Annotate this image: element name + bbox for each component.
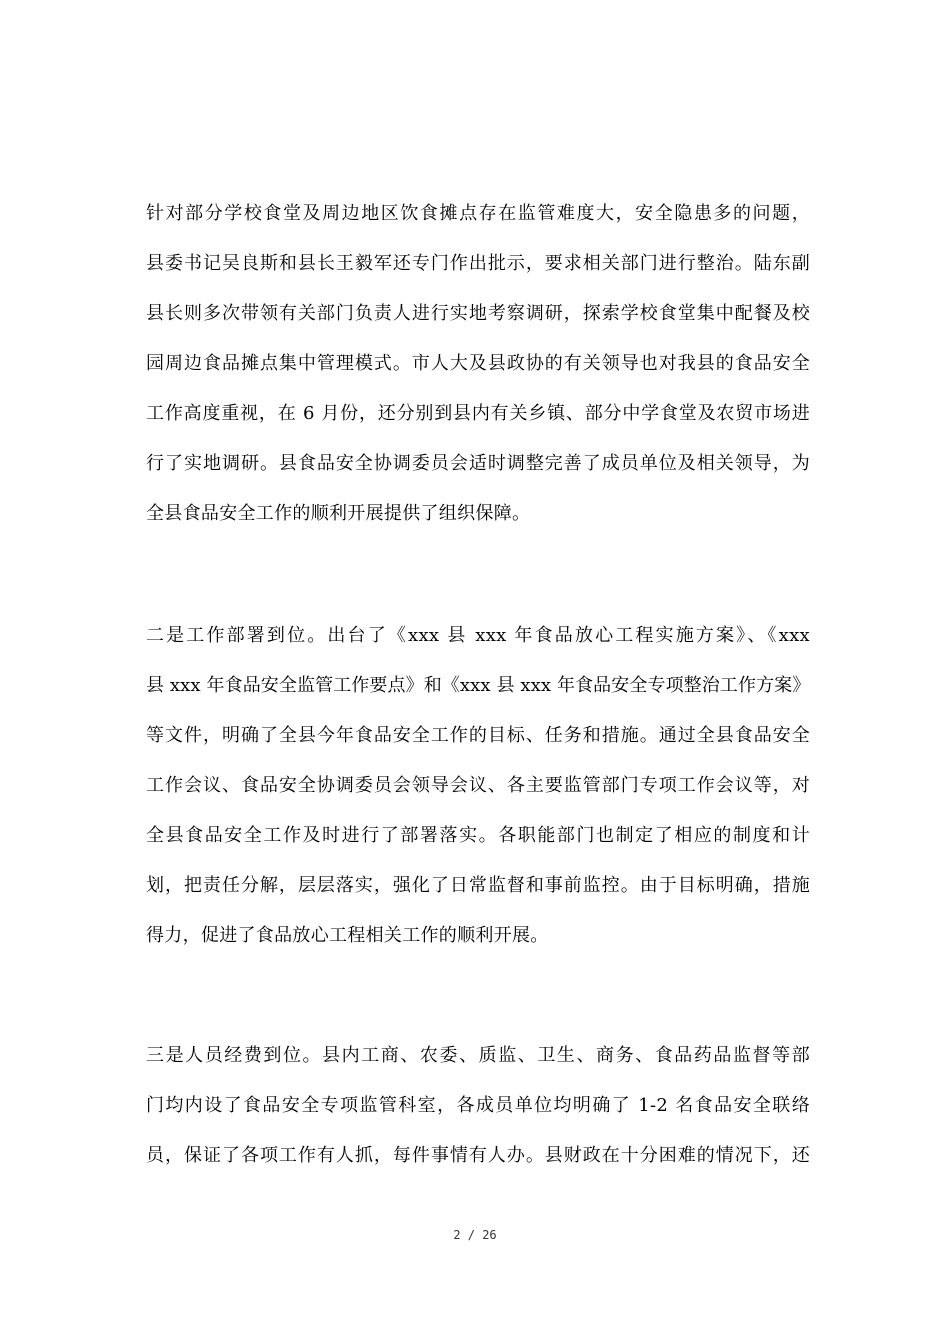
text-line: 县长则多次带领有关部门负责人进行实地考察调研，探索学校食堂集中配餐及校	[146, 303, 810, 324]
text-line: 等文件，明确了全县今年食品安全工作的目标、任务和措施。通过全县食品安全	[146, 725, 810, 746]
text-line: 员，保证了各项工作有人抓，每件事情有人办。县财政在十分困难的情况下，还	[146, 1145, 810, 1166]
paragraph-leadership-attention	[146, 200, 810, 550]
text-line: 工作高度重视，在 6 月份，还分别到县内有关乡镇、部分中学食堂及农贸市场进	[146, 403, 810, 424]
page-number: 2 / 26	[453, 1228, 497, 1242]
paragraph-staff-funding	[146, 1042, 810, 1192]
text-line: 针对部分学校食堂及周边地区饮食摊点存在监管难度大，安全隐患多的问题，	[146, 203, 810, 224]
text-line: 门均内设了食品安全专项监管科室，各成员单位均明确了 1-2 名食品安全联络	[146, 1095, 810, 1116]
text-line: 县委书记吴良斯和县长王毅军还专门作出批示，要求相关部门进行整治。陆东副	[146, 253, 810, 274]
text-line: 县 xxx 年食品安全监管工作要点》和《xxx 县 xxx 年食品安全专项整治工作方案》	[146, 675, 811, 696]
text-line: 全县食品安全工作及时进行了部署落实。各职能部门也制定了相应的制度和计	[146, 825, 810, 846]
paragraph-work-deployment	[146, 622, 810, 972]
text-line: 二是工作部署到位。出台了《xxx 县 xxx 年食品放心工程实施方案》、《xxx	[146, 625, 810, 646]
text-line: 全县食品安全工作的顺利开展提供了组织保障。	[146, 503, 531, 524]
text-line: 园周边食品摊点集中管理模式。市人大及县政协的有关领导也对我县的食品安全	[146, 353, 810, 374]
text-line: 行了实地调研。县食品安全协调委员会适时调整完善了成员单位及相关领导，为	[146, 453, 810, 474]
text-line: 三是人员经费到位。县内工商、农委、质监、卫生、商务、食品药品监督等部	[146, 1045, 810, 1066]
text-line: 工作会议、食品安全协调委员会领导会议、各主要监管部门专项工作会议等，对	[146, 775, 810, 796]
text-line: 得力，促进了食品放心工程相关工作的顺利开展。	[146, 925, 549, 946]
text-line: 划，把责任分解，层层落实，强化了日常监督和事前监控。由于目标明确，措施	[146, 875, 810, 896]
